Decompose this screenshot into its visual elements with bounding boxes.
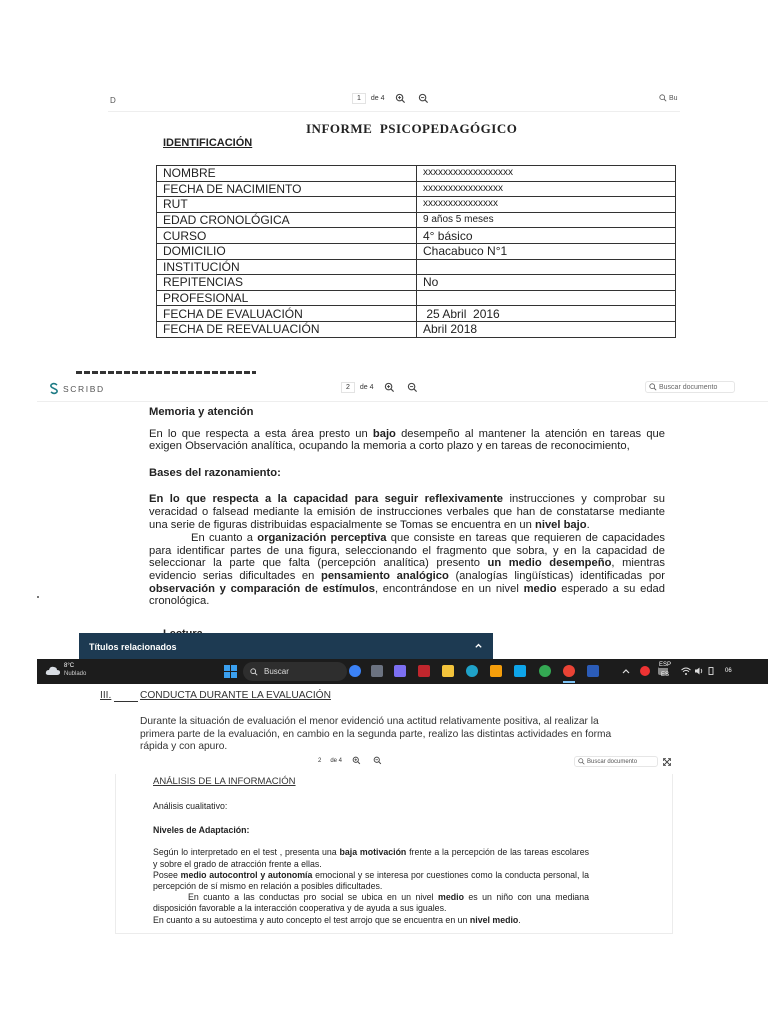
search-input[interactable]: [656, 93, 681, 103]
page-number-input-4[interactable]: 2: [318, 757, 322, 764]
identification-row: [157, 197, 676, 213]
identification-row: [157, 259, 676, 275]
identification-row: [157, 212, 676, 228]
field-value: 9 años 5 meses: [417, 212, 676, 228]
field-label: CURSO: [157, 228, 417, 244]
page1-cutoff-text: [76, 371, 256, 375]
copilot-icon[interactable]: [349, 665, 361, 677]
field-label: FECHA DE REEVALUACIÓN: [157, 321, 417, 337]
zoom-in-icon[interactable]: [352, 756, 361, 765]
page4-content: [153, 801, 589, 926]
page-count: de 4: [370, 95, 385, 102]
field-label: REPITENCIAS: [157, 275, 417, 291]
field-value: xxxxxxxxxxxxxxx: [417, 197, 676, 213]
niveles-paragraph-2: Posee medio autocontrol y autonomía emocional y se interesa por cuestiones como la conducta personal, la percepción de sí mismo en relación a posibles dificultades.: [153, 869, 589, 892]
field-label: RUT: [157, 197, 417, 213]
fullscreen-icon[interactable]: [663, 758, 671, 766]
identification-row: [157, 290, 676, 306]
field-value: [417, 290, 676, 306]
conduct-paragraph: Durante la situación de evaluación el menor evidenció una actitud relativamente positiva, al realizar la primera parte de la evaluación, en cambio en la segunda parte, realizo las distintas actividades en forma rápida y con apuro.: [140, 716, 612, 753]
active-app-indicator: [563, 681, 575, 683]
niveles-heading: Niveles de Adaptación:: [153, 825, 250, 836]
weather-temp: 8°C: [64, 663, 75, 669]
toolbar-left-letter: D: [110, 96, 116, 105]
field-value: xxxxxxxxxxxxxxxx: [417, 181, 676, 197]
field-value: 4° básico: [417, 228, 676, 244]
wifi-icon[interactable]: [681, 667, 691, 675]
bases-paragraph-2: En cuanto a organización perceptiva que consiste en tareas que requieren de capacidades para identificar partes de una figura, seleccionando el fragmento que sobra, y en la capacidad de seleccionar la parte que falta (percepción analítica) presento un medio desempeño, mientras evidencio serias dificultades en pensamiento analógico (analogías lingüísticas) identificadas por observación y comparación de estímulos, encontrándose en un nivel medio esperado a su edad cronológica.: [149, 532, 666, 608]
page-navigator-4: [314, 756, 394, 765]
related-titles-bar[interactable]: [79, 633, 493, 660]
identification-row: [157, 243, 676, 259]
page-navigator-2: [341, 382, 430, 393]
niveles-paragraph-1: Según lo interpretado en el test , presenta una baja motivación frente a la percepción de las tareas escolares y sobre el grado de atracción frente a ellas.: [153, 847, 589, 869]
search-text: Bu: [669, 94, 678, 102]
clock[interactable]: 06: [725, 668, 732, 674]
identification-row: [157, 275, 676, 291]
field-label: EDAD CRONOLÓGICA: [157, 212, 417, 228]
viewer-toolbar-1: [108, 88, 680, 112]
taskbar-search-label: Buscar: [264, 667, 289, 676]
chevron-up-icon[interactable]: [622, 668, 630, 674]
viewer-toolbar-4: [112, 753, 678, 773]
viewer-toolbar-2: [37, 376, 768, 402]
volume-icon[interactable]: [694, 667, 704, 675]
field-value: Abril 2018: [417, 321, 676, 337]
identification-row: [157, 228, 676, 244]
page-count-2: de 4: [359, 384, 374, 391]
mcafee-icon[interactable]: [418, 665, 430, 677]
tray-app-icon[interactable]: [640, 666, 650, 676]
file-explorer-icon[interactable]: [442, 665, 454, 677]
numeral-underline-gap: [114, 701, 138, 702]
scribd-logo[interactable]: [49, 383, 105, 394]
chrome-icon[interactable]: [539, 665, 551, 677]
store-icon[interactable]: [490, 665, 502, 677]
search-input-2[interactable]: [645, 381, 735, 393]
report-title: INFORME PSICOPEDAGÓGICO: [306, 121, 518, 136]
chevron-up-icon[interactable]: [474, 641, 483, 650]
language-region: ES: [661, 672, 670, 678]
field-value: No: [417, 275, 676, 291]
teams-icon[interactable]: [394, 665, 406, 677]
identification-row: [157, 181, 676, 197]
search-icon: [250, 668, 258, 676]
field-label: INSTITUCIÓN: [157, 259, 417, 275]
zoom-out-icon[interactable]: [373, 756, 382, 765]
search-icon: [578, 758, 585, 765]
scribd-wordmark: SCRIBD: [63, 383, 105, 394]
search-placeholder: Buscar documento: [587, 758, 638, 765]
word-icon[interactable]: [587, 665, 599, 677]
field-label: DOMICILIO: [157, 243, 417, 259]
page2-content: [149, 406, 665, 608]
windows-taskbar: [37, 659, 768, 684]
analysis-heading: ANÁLISIS DE LA INFORMACIÓN: [153, 776, 296, 787]
page-count-4: de 4: [330, 757, 343, 764]
niveles-paragraph-3: En cuanto a las conductas pro social se ubica en un nivel medio es un niño con una mediana disposición favorable a la interacción cooperativa y de ayuda a sus iguales.: [153, 892, 589, 914]
memoria-heading: Memoria y atención: [149, 406, 254, 418]
windows-start-icon[interactable]: [224, 665, 237, 678]
language-code[interactable]: ESP: [659, 662, 672, 668]
conduct-heading-row: [100, 690, 660, 704]
field-value: [417, 259, 676, 275]
search-icon: [649, 383, 657, 391]
niveles-paragraph-4: En cuanto a su autoestima y auto concepto el test arrojo que se encuentra en un nivel medio.: [153, 914, 521, 925]
page3-content: [100, 690, 660, 754]
search-placeholder: Buscar documento: [659, 383, 718, 391]
zoom-in-icon[interactable]: [395, 93, 406, 104]
identification-row: [157, 321, 676, 337]
bases-paragraph-1: En lo que respecta a la capacidad para seguir reflexivamente instrucciones y comprobar su veracidad o falsead mediante la emisión de instrucciones verbales que han de constatarse mediante una serie de figuras distribuidas espacialmente se Tomas se encuentra en un nivel bajo.: [149, 493, 665, 531]
field-label: FECHA DE EVALUACIÓN: [157, 306, 417, 322]
zoom-out-icon[interactable]: [418, 93, 429, 104]
field-label: FECHA DE NACIMIENTO: [157, 181, 417, 197]
edge-icon[interactable]: [466, 665, 478, 677]
field-label: PROFESIONAL: [157, 290, 417, 306]
weather-status: Nublado: [64, 671, 87, 677]
zoom-in-icon[interactable]: [384, 382, 395, 393]
search-input-4[interactable]: [574, 756, 658, 767]
task-view-icon[interactable]: [371, 665, 383, 677]
page-navigator: [352, 93, 441, 104]
identification-table: [156, 165, 676, 338]
zoom-out-icon[interactable]: [407, 382, 418, 393]
field-label: NOMBRE: [157, 166, 417, 182]
scribd-logo-icon: [49, 383, 59, 394]
bases-heading: Bases del razonamiento:: [149, 466, 281, 479]
identification-row: [157, 166, 676, 182]
app-icon[interactable]: [514, 665, 526, 677]
page-number-input[interactable]: 1: [352, 93, 366, 104]
margin-mark: [37, 596, 39, 598]
page-number-input-2[interactable]: 2: [341, 382, 355, 393]
battery-icon[interactable]: [707, 667, 715, 675]
field-value: Chacabuco N°1: [417, 243, 676, 259]
identification-heading: IDENTIFICACIÓN: [163, 137, 253, 149]
search-icon: [659, 94, 667, 102]
analysis-subheading: Análisis cualitativo:: [153, 801, 228, 811]
field-value: 25 Abril 2016: [417, 306, 676, 322]
conduct-heading: CONDUCTA DURANTE LA EVALUACIÓN: [140, 690, 331, 701]
chrome-profile-icon[interactable]: [563, 665, 575, 677]
taskbar-search[interactable]: [243, 662, 347, 681]
field-value: xxxxxxxxxxxxxxxxxx: [417, 166, 676, 182]
related-titles-label: Títulos relacionados: [89, 641, 177, 652]
section-numeral: III.: [100, 690, 112, 701]
identification-row: [157, 306, 676, 322]
cloud-icon: [45, 665, 61, 677]
memoria-paragraph: En lo que respecta a esta área presto un bajo desempeño al mantener la atención en tareas que exigen Observación analítica, ocupando la memoria a corto plazo y en tareas de reconocimiento,: [149, 427, 665, 453]
